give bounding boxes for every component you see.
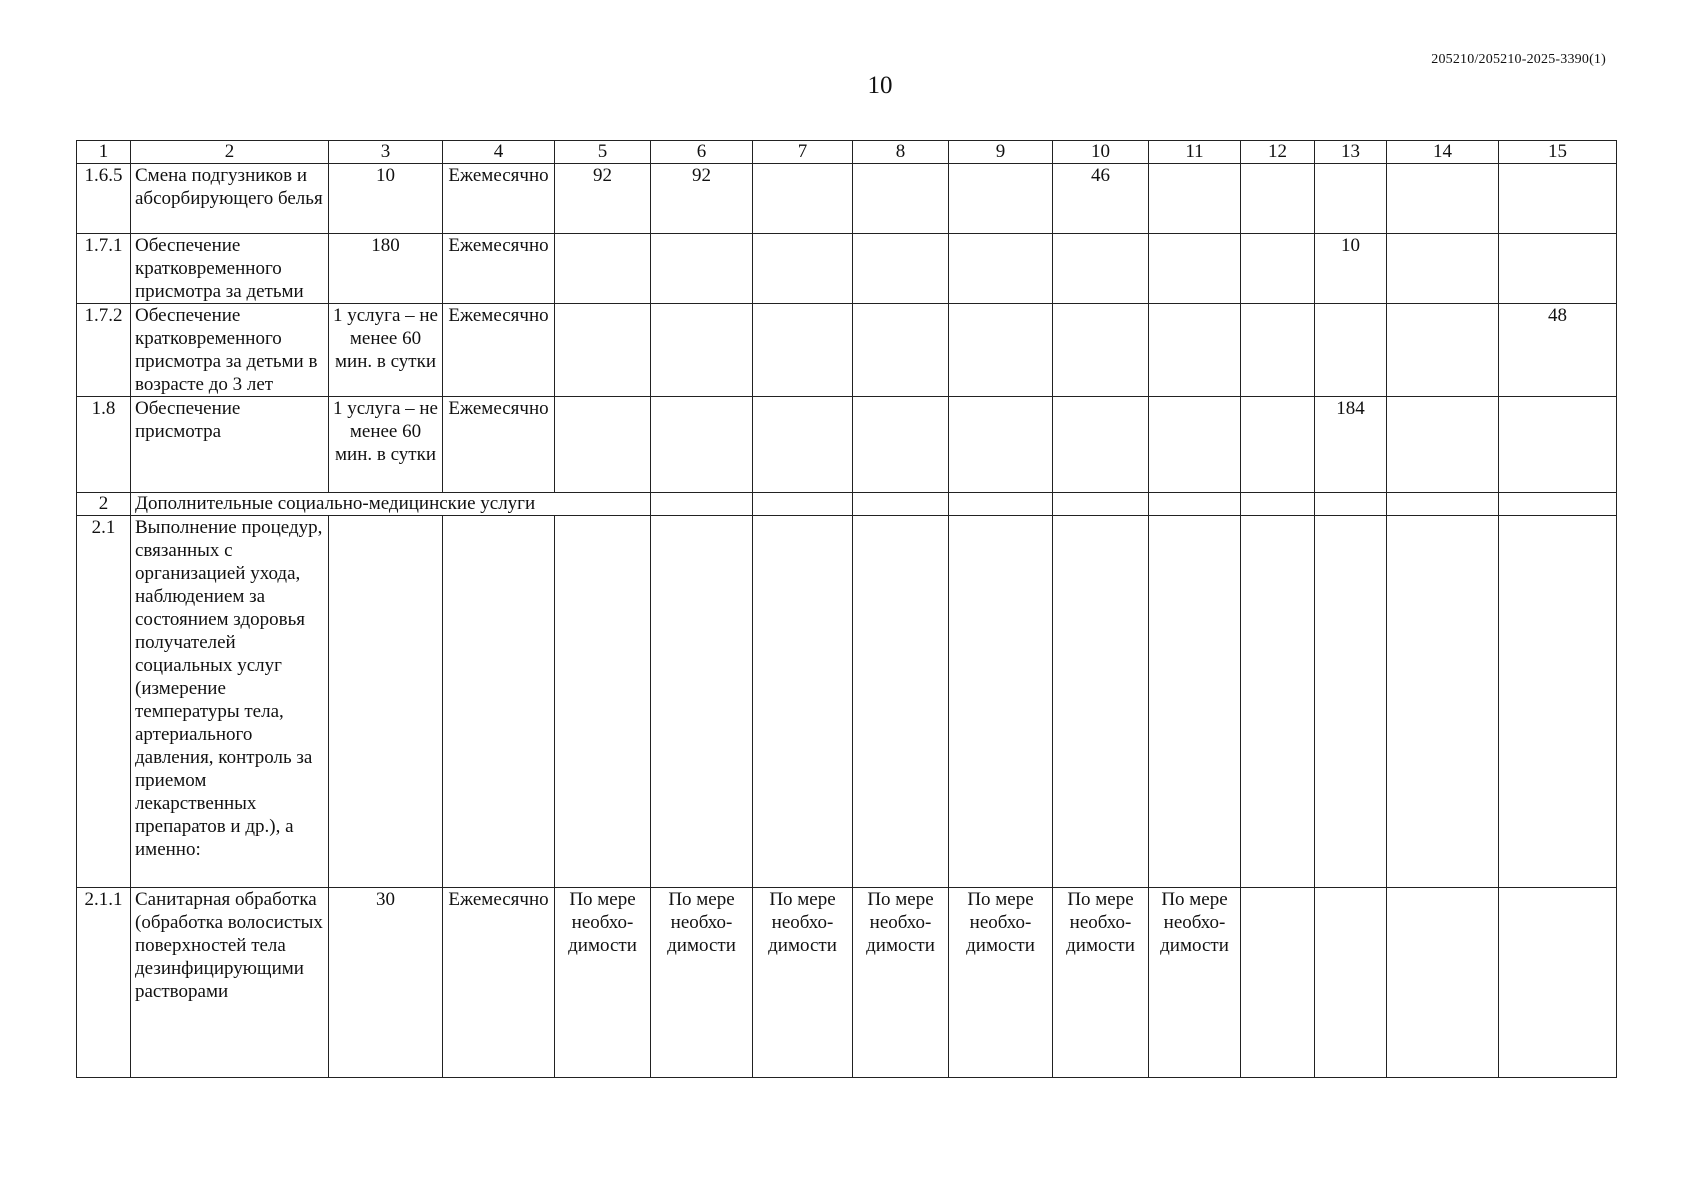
empty-cell — [949, 516, 1053, 888]
section-row — [77, 493, 1617, 516]
value-cell — [853, 164, 949, 234]
frequency-cell: Ежемесячно — [443, 164, 555, 234]
column-header: 6 — [651, 141, 753, 164]
row-number: 2.1.1 — [77, 888, 131, 1078]
empty-cell — [443, 516, 555, 888]
table-row — [77, 888, 1617, 1078]
empty-cell — [1241, 888, 1315, 1078]
value-cell — [1149, 397, 1241, 493]
value-cell — [1499, 397, 1617, 493]
service-name: Обеспечение кратковременного присмотра за детьми в возрасте до 3 лет — [131, 304, 329, 397]
table-row — [77, 234, 1617, 304]
value-cell — [1499, 164, 1617, 234]
as-needed-cell: По мере необхо-димости — [753, 888, 853, 1078]
value-cell — [949, 304, 1053, 397]
column-header: 8 — [853, 141, 949, 164]
as-needed-cell: По мере необхо-димости — [1149, 888, 1241, 1078]
empty-cell — [1315, 888, 1387, 1078]
empty-cell — [329, 516, 443, 888]
value-cell — [1053, 397, 1149, 493]
value-cell — [1499, 234, 1617, 304]
service-name: Смена подгузников и абсорбирующего белья — [131, 164, 329, 234]
table-row — [77, 164, 1617, 234]
empty-cell — [1241, 516, 1315, 888]
column-number-row — [77, 141, 1617, 164]
empty-cell — [753, 516, 853, 888]
value-cell — [1315, 304, 1387, 397]
value-cell — [1387, 234, 1499, 304]
section-number: 2 — [77, 493, 131, 516]
frequency-cell: Ежемесячно — [443, 234, 555, 304]
value-cell — [949, 234, 1053, 304]
value-cell — [1241, 304, 1315, 397]
page-number: 10 — [867, 72, 893, 99]
empty-cell — [1053, 493, 1149, 516]
empty-cell — [853, 516, 949, 888]
row-number: 1.7.2 — [77, 304, 131, 397]
column-header: 1 — [77, 141, 131, 164]
value-cell — [1387, 304, 1499, 397]
empty-cell — [753, 493, 853, 516]
table-row — [77, 516, 1617, 888]
value-cell — [853, 304, 949, 397]
empty-cell — [1149, 493, 1241, 516]
value-cell: 92 — [555, 164, 651, 234]
frequency-cell: Ежемесячно — [443, 888, 555, 1078]
empty-cell — [1315, 493, 1387, 516]
value-cell — [1241, 164, 1315, 234]
value-cell — [853, 397, 949, 493]
empty-cell — [1241, 493, 1315, 516]
value-cell — [853, 234, 949, 304]
empty-cell — [651, 493, 753, 516]
frequency-cell: Ежемесячно — [443, 304, 555, 397]
section-title: Дополнительные социально-медицинские услуги — [131, 493, 651, 516]
empty-cell — [1387, 516, 1499, 888]
norm-cell: 30 — [329, 888, 443, 1078]
empty-cell — [1499, 516, 1617, 888]
as-needed-cell: По мере необхо-димости — [651, 888, 753, 1078]
empty-cell — [1387, 888, 1499, 1078]
row-number: 2.1 — [77, 516, 131, 888]
empty-cell — [1053, 516, 1149, 888]
value-cell — [651, 397, 753, 493]
empty-cell — [1499, 493, 1617, 516]
column-header: 5 — [555, 141, 651, 164]
value-cell — [753, 397, 853, 493]
value-cell — [651, 304, 753, 397]
services-table — [76, 140, 1617, 1078]
norm-cell: 10 — [329, 164, 443, 234]
as-needed-cell: По мере необхо-димости — [949, 888, 1053, 1078]
service-name: Обеспечение кратковременного присмотра за детьми — [131, 234, 329, 304]
empty-cell — [853, 493, 949, 516]
empty-cell — [949, 493, 1053, 516]
empty-cell — [1387, 493, 1499, 516]
column-header: 4 — [443, 141, 555, 164]
column-header: 7 — [753, 141, 853, 164]
row-number: 1.7.1 — [77, 234, 131, 304]
as-needed-cell: По мере необхо-димости — [853, 888, 949, 1078]
value-cell — [753, 164, 853, 234]
table-row — [77, 397, 1617, 493]
value-cell — [1241, 397, 1315, 493]
value-cell — [555, 234, 651, 304]
value-cell — [1149, 164, 1241, 234]
column-header: 14 — [1387, 141, 1499, 164]
column-header: 2 — [131, 141, 329, 164]
value-cell — [1315, 164, 1387, 234]
column-header: 13 — [1315, 141, 1387, 164]
column-header: 12 — [1241, 141, 1315, 164]
norm-cell: 1 услуга – не менее 60 мин. в сутки — [329, 397, 443, 493]
as-needed-cell: По мере необхо-димости — [1053, 888, 1149, 1078]
value-cell: 46 — [1053, 164, 1149, 234]
value-cell — [1387, 397, 1499, 493]
value-cell — [949, 397, 1053, 493]
value-cell: 48 — [1499, 304, 1617, 397]
document-id: 205210/205210-2025-3390(1) — [1431, 52, 1606, 67]
empty-cell — [1315, 516, 1387, 888]
value-cell — [1053, 234, 1149, 304]
value-cell — [1149, 304, 1241, 397]
row-number: 1.8 — [77, 397, 131, 493]
value-cell — [1387, 164, 1499, 234]
frequency-cell: Ежемесячно — [443, 397, 555, 493]
value-cell — [1241, 234, 1315, 304]
column-header: 10 — [1053, 141, 1149, 164]
value-cell: 184 — [1315, 397, 1387, 493]
value-cell — [753, 304, 853, 397]
column-header: 3 — [329, 141, 443, 164]
value-cell: 10 — [1315, 234, 1387, 304]
service-name: Обеспечение присмотра — [131, 397, 329, 493]
table-row — [77, 304, 1617, 397]
empty-cell — [1149, 516, 1241, 888]
value-cell — [1149, 234, 1241, 304]
value-cell: 92 — [651, 164, 753, 234]
empty-cell — [1499, 888, 1617, 1078]
norm-cell: 180 — [329, 234, 443, 304]
empty-cell — [651, 516, 753, 888]
row-number: 1.6.5 — [77, 164, 131, 234]
value-cell — [1053, 304, 1149, 397]
service-name: Санитарная обработка (обработка волосистых поверхностей тела дезинфицирующими растворами — [131, 888, 329, 1078]
column-header: 15 — [1499, 141, 1617, 164]
value-cell — [651, 234, 753, 304]
column-header: 9 — [949, 141, 1053, 164]
column-header: 11 — [1149, 141, 1241, 164]
as-needed-cell: По мере необхо-димости — [555, 888, 651, 1078]
empty-cell — [555, 516, 651, 888]
service-name: Выполнение процедур, связанных с организацией ухода, наблюдением за состоянием здоровья получателей социальных услуг (измерение температуры тела, артериального давления, контроль за приемом лекарственных препаратов и др.), а именно: — [131, 516, 329, 888]
value-cell — [555, 397, 651, 493]
norm-cell: 1 услуга – не менее 60 мин. в сутки — [329, 304, 443, 397]
value-cell — [949, 164, 1053, 234]
value-cell — [753, 234, 853, 304]
value-cell — [555, 304, 651, 397]
